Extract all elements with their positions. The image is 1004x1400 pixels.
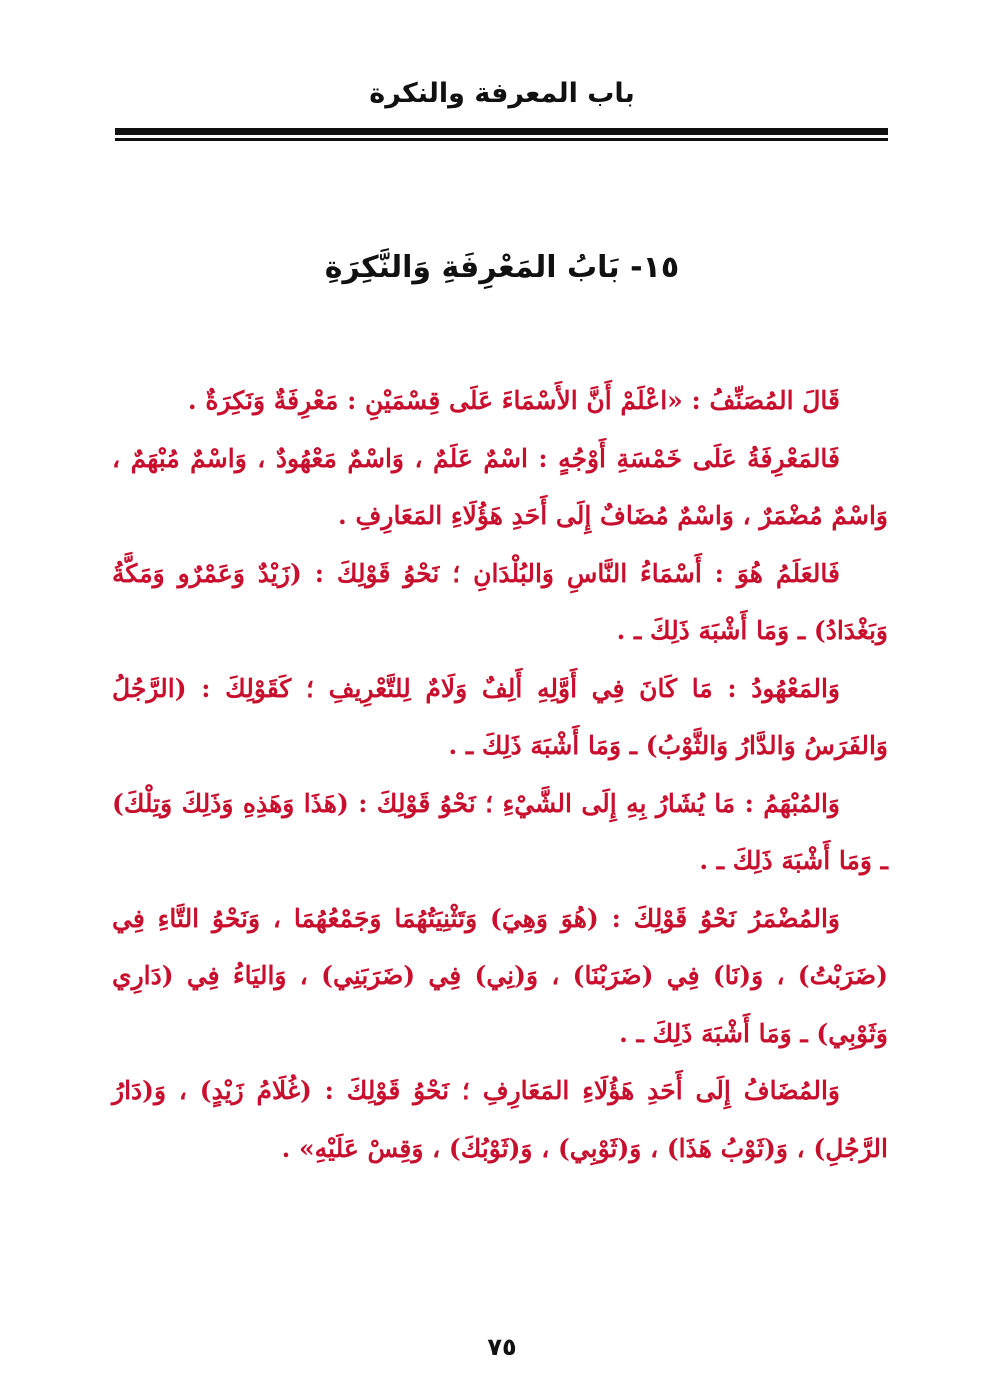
body-text xyxy=(112,372,888,1177)
paragraph: وَالمَعْهُودُ : مَا كَانَ فِي أَوَّلِهِ أَلِفٌ وَلَامٌ لِلتَّعْرِيفِ ؛ كَقَوْلِكَ : (الرَّجُلُ وَالفَرَسُ وَالدَّارُ وَالثَّوْبُ) ـ وَمَا أَشْبَهَ ذَلِكَ ـ . xyxy=(112,673,888,760)
paragraph: فَالعَلَمُ هُوَ : أَسْمَاءُ النَّاسِ وَالبُلْدَانِ ؛ نَحْوُ قَوْلِكَ : (زَيْدٌ وَعَمْرٌو وَمَكَّةُ وَبَغْدَادُ) ـ وَمَا أَشْبَهَ ذَلِكَ ـ . xyxy=(112,558,888,645)
header-rule-thick xyxy=(115,128,888,135)
paragraph: فَالمَعْرِفَةُ عَلَى خَمْسَةِ أَوْجُهٍ : اسْمٌ عَلَمٌ ، وَاسْمٌ مَعْهُودٌ ، وَاسْمٌ مُبْهَمٌ ، وَاسْمٌ مُضْمَرٌ ، وَاسْمٌ مُضَافٌ إِلَى أَحَدِ هَؤُلَاءِ المَعَارِفِ . xyxy=(112,443,888,530)
paragraph: وَالمُبْهَمُ : مَا يُشَارُ بِهِ إِلَى الشَّيْءِ ؛ نَحْوُ قَوْلِكَ : (هَذَا وَهَذِهِ وَذَلِكَ وَتِلْكَ) ـ وَمَا أَشْبَهَ ذَلِكَ ـ . xyxy=(112,788,888,875)
page-number: ٧٥ xyxy=(487,1333,517,1361)
running-header: باب المعرفة والنكرة xyxy=(369,78,635,109)
paragraph: قَالَ المُصَنِّفُ : «اعْلَمْ أَنَّ الأَسْمَاءَ عَلَى قِسْمَيْنِ : مَعْرِفَةٌ وَنَكِرَةٌ . xyxy=(187,386,840,415)
header-rule-thin xyxy=(115,138,888,141)
paragraph: وَالمُضَافُ إِلَى أَحَدِ هَؤُلَاءِ المَعَارِفِ ؛ نَحْوُ قَوْلِكَ : (غُلَامُ زَيْدٍ) ، وَ(دَارُ الرَّجُلِ) ، وَ(ثَوْبُ هَذَا) ، وَ(ثَوْبِي) ، وَ(ثَوْبُكَ) ، وَقِسْ عَلَيْهِ» . xyxy=(112,1076,888,1163)
chapter-title: ١٥- بَابُ المَعْرِفَةِ وَالنَّكِرَةِ xyxy=(324,250,680,285)
paragraph: وَالمُضْمَرُ نَحْوُ قَوْلِكَ : (هُوَ وَهِيَ) وَتَثْنِيَتُهُمَا وَجَمْعُهُمَا ، وَنَحْوُ التَّاءِ فِي (ضَرَبْتُ) ، وَ(نَا) فِي (ضَرَبْنَا) ، وَ(نِي) فِي (ضَرَبَنِي) ، وَاليَاءُ فِي (دَارِي وَثَوْبِي) ـ وَمَا أَشْبَهَ ذَلِكَ ـ . xyxy=(112,903,888,1048)
